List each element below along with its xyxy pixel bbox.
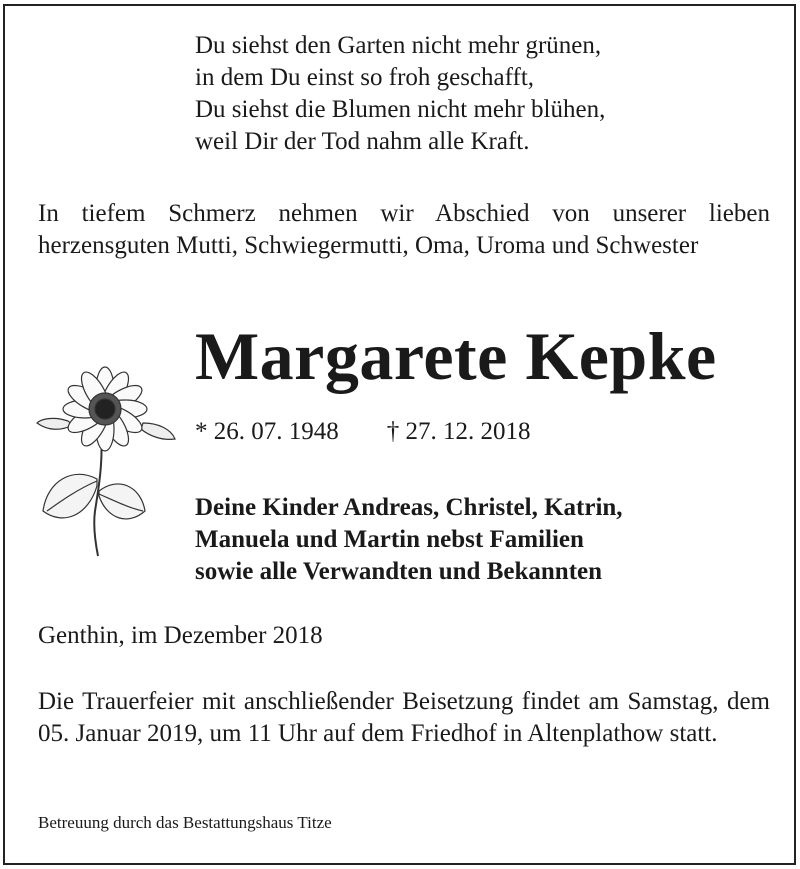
poem-line: in dem Du einst so froh geschafft,: [195, 64, 535, 91]
intro-text: In tiefem Schmerz nehmen wir Abschied von unserer lieben herzensguten Mutti, Schwiegermutti, Oma, Uroma und Schwester: [38, 200, 770, 259]
obituary-notice: [3, 4, 796, 865]
poem-line: weil Dir der Tod nahm alle Kraft.: [195, 128, 530, 155]
mourners-line: Deine Kinder Andreas, Christel, Katrin,: [195, 494, 623, 521]
sunflower-icon: [33, 361, 183, 561]
mourners-list: [195, 492, 623, 588]
poem-line: Du siehst den Garten nicht mehr grünen,: [195, 32, 602, 59]
mourners-line: Manuela und Martin nebst Familien: [195, 526, 584, 553]
poem-line: Du siehst die Blumen nicht mehr blühen,: [195, 96, 606, 123]
ceremony-info: Die Trauerfeier mit anschließender Beisetzung findet am Samstag, dem 05. Januar 2019, um 11 Uhr auf dem Friedhof in Altenplathow statt.: [38, 688, 770, 747]
deceased-name: Margarete Kepke: [195, 318, 717, 394]
life-dates: [195, 416, 531, 448]
funeral-home-credit: Betreuung durch das Bestattungshaus Titze: [38, 813, 332, 832]
place-date: Genthin, im Dezember 2018: [38, 622, 323, 649]
memorial-poem: [195, 30, 605, 158]
mourners-line: sowie alle Verwandten und Bekannten: [195, 558, 603, 585]
death-date: † 27. 12. 2018: [386, 418, 531, 445]
birth-date: * 26. 07. 1948: [195, 418, 339, 445]
